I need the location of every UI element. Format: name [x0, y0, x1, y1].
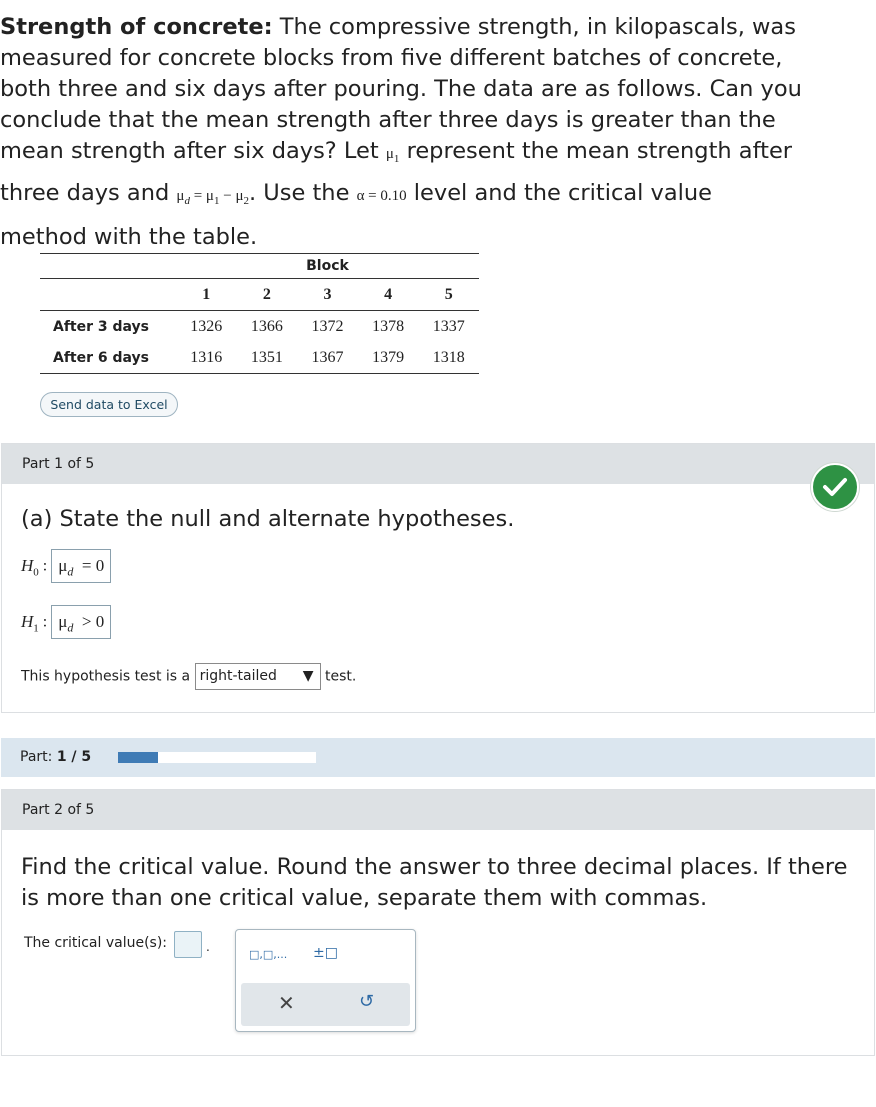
- progress-track: [118, 752, 316, 763]
- h1-label: $H_1$: [21, 611, 39, 634]
- alternate-hypothesis: $H_1$ : $\mu_d > 0$: [21, 605, 111, 639]
- column-header: 5: [418, 279, 479, 311]
- plus-minus-template-button[interactable]: ±□: [313, 945, 338, 961]
- h1-answer-box[interactable]: $\mu_d > 0$: [51, 605, 111, 639]
- check-circle-icon: [811, 463, 859, 511]
- question-line: both three and six days after pouring. The data are as follows. Can you: [0, 76, 802, 102]
- tail-type-dropdown[interactable]: right-tailed ▼: [195, 663, 321, 690]
- dropdown-arrow-icon: ▼: [302, 668, 314, 684]
- row-label: After 6 days: [40, 342, 176, 374]
- table-row: [40, 311, 479, 343]
- critical-value-label: The critical value(s):: [24, 935, 168, 951]
- alpha-value: α = 0.10: [356, 188, 407, 204]
- progress-value: 1 / 5: [56, 749, 92, 765]
- part2-prompt: Find the critical value. Round the answer to three decimal places. If there is more than one critical value, separate them with commas.: [21, 854, 848, 911]
- table-cell: 1367: [297, 342, 358, 374]
- part1-header: Part 1 of 5: [2, 444, 874, 484]
- mud-equation: $\mu_d = \mu_1 - \mu_2$: [176, 188, 249, 207]
- part2-header: Part 2 of 5: [2, 790, 874, 830]
- math-palette: [235, 929, 416, 1032]
- column-header: 3: [297, 279, 358, 311]
- question-line: measured for concrete blocks from five different batches of concrete,: [0, 45, 783, 71]
- data-table: [40, 253, 479, 374]
- table-cell: 1378: [372, 317, 405, 335]
- question-title: Strength of concrete:: [0, 14, 273, 40]
- table-cell: 1318: [418, 342, 479, 374]
- question-text: [0, 12, 870, 255]
- null-hypothesis: $H_0$ : $\mu_d = 0$: [21, 549, 111, 583]
- question-line: mean strength after six days? Let $\mu_1$ represent the mean strength after: [0, 138, 793, 165]
- progress-label: Part:: [20, 749, 57, 765]
- table-group-header: Block: [176, 254, 479, 279]
- part2-panel: [1, 789, 875, 1056]
- table-cell: 1366: [250, 317, 283, 335]
- table-row: [40, 342, 479, 374]
- part1-prompt: (a) State the null and alternate hypotheses.: [21, 506, 515, 532]
- column-header: 2: [237, 279, 298, 311]
- palette-actions: [241, 983, 410, 1026]
- table-cell: 1337: [432, 317, 465, 335]
- clear-icon[interactable]: ✕: [278, 991, 295, 1015]
- table-cell: 1326: [190, 317, 223, 335]
- progress-fill: [118, 752, 158, 763]
- question-line: method with the table.: [0, 224, 258, 250]
- h0-label: $H_0$: [21, 555, 39, 578]
- send-to-excel-button[interactable]: Send data to Excel: [40, 392, 178, 417]
- critical-value-input[interactable]: [174, 931, 202, 958]
- h0-answer-box[interactable]: $\mu_d = 0$: [51, 549, 111, 583]
- question-line: The compressive strength, in kilopascals, was: [272, 14, 796, 40]
- mu1-symbol: $\mu_1$: [385, 146, 400, 165]
- table-cell: 1372: [311, 317, 344, 335]
- list-template-button[interactable]: □,□,...: [249, 948, 288, 961]
- column-header: 1: [176, 279, 237, 311]
- question-line: conclude that the mean strength after three days is greater than the: [0, 107, 776, 133]
- period: .: [206, 940, 210, 954]
- row-label: After 3 days: [53, 318, 150, 335]
- tail-sentence: This hypothesis test is a right-tailed ▼ test.: [21, 663, 356, 691]
- table-cell: 1379: [358, 342, 419, 374]
- part-progress: [1, 738, 875, 777]
- table-cell: 1316: [176, 342, 237, 374]
- column-header: 4: [358, 279, 419, 311]
- undo-icon[interactable]: ↺: [359, 991, 375, 1012]
- question-line: three days and $\mu_d = \mu_1 - \mu_2$. Use the α = 0.10 level and the critical value: [0, 180, 712, 207]
- table-cell: 1351: [237, 342, 298, 374]
